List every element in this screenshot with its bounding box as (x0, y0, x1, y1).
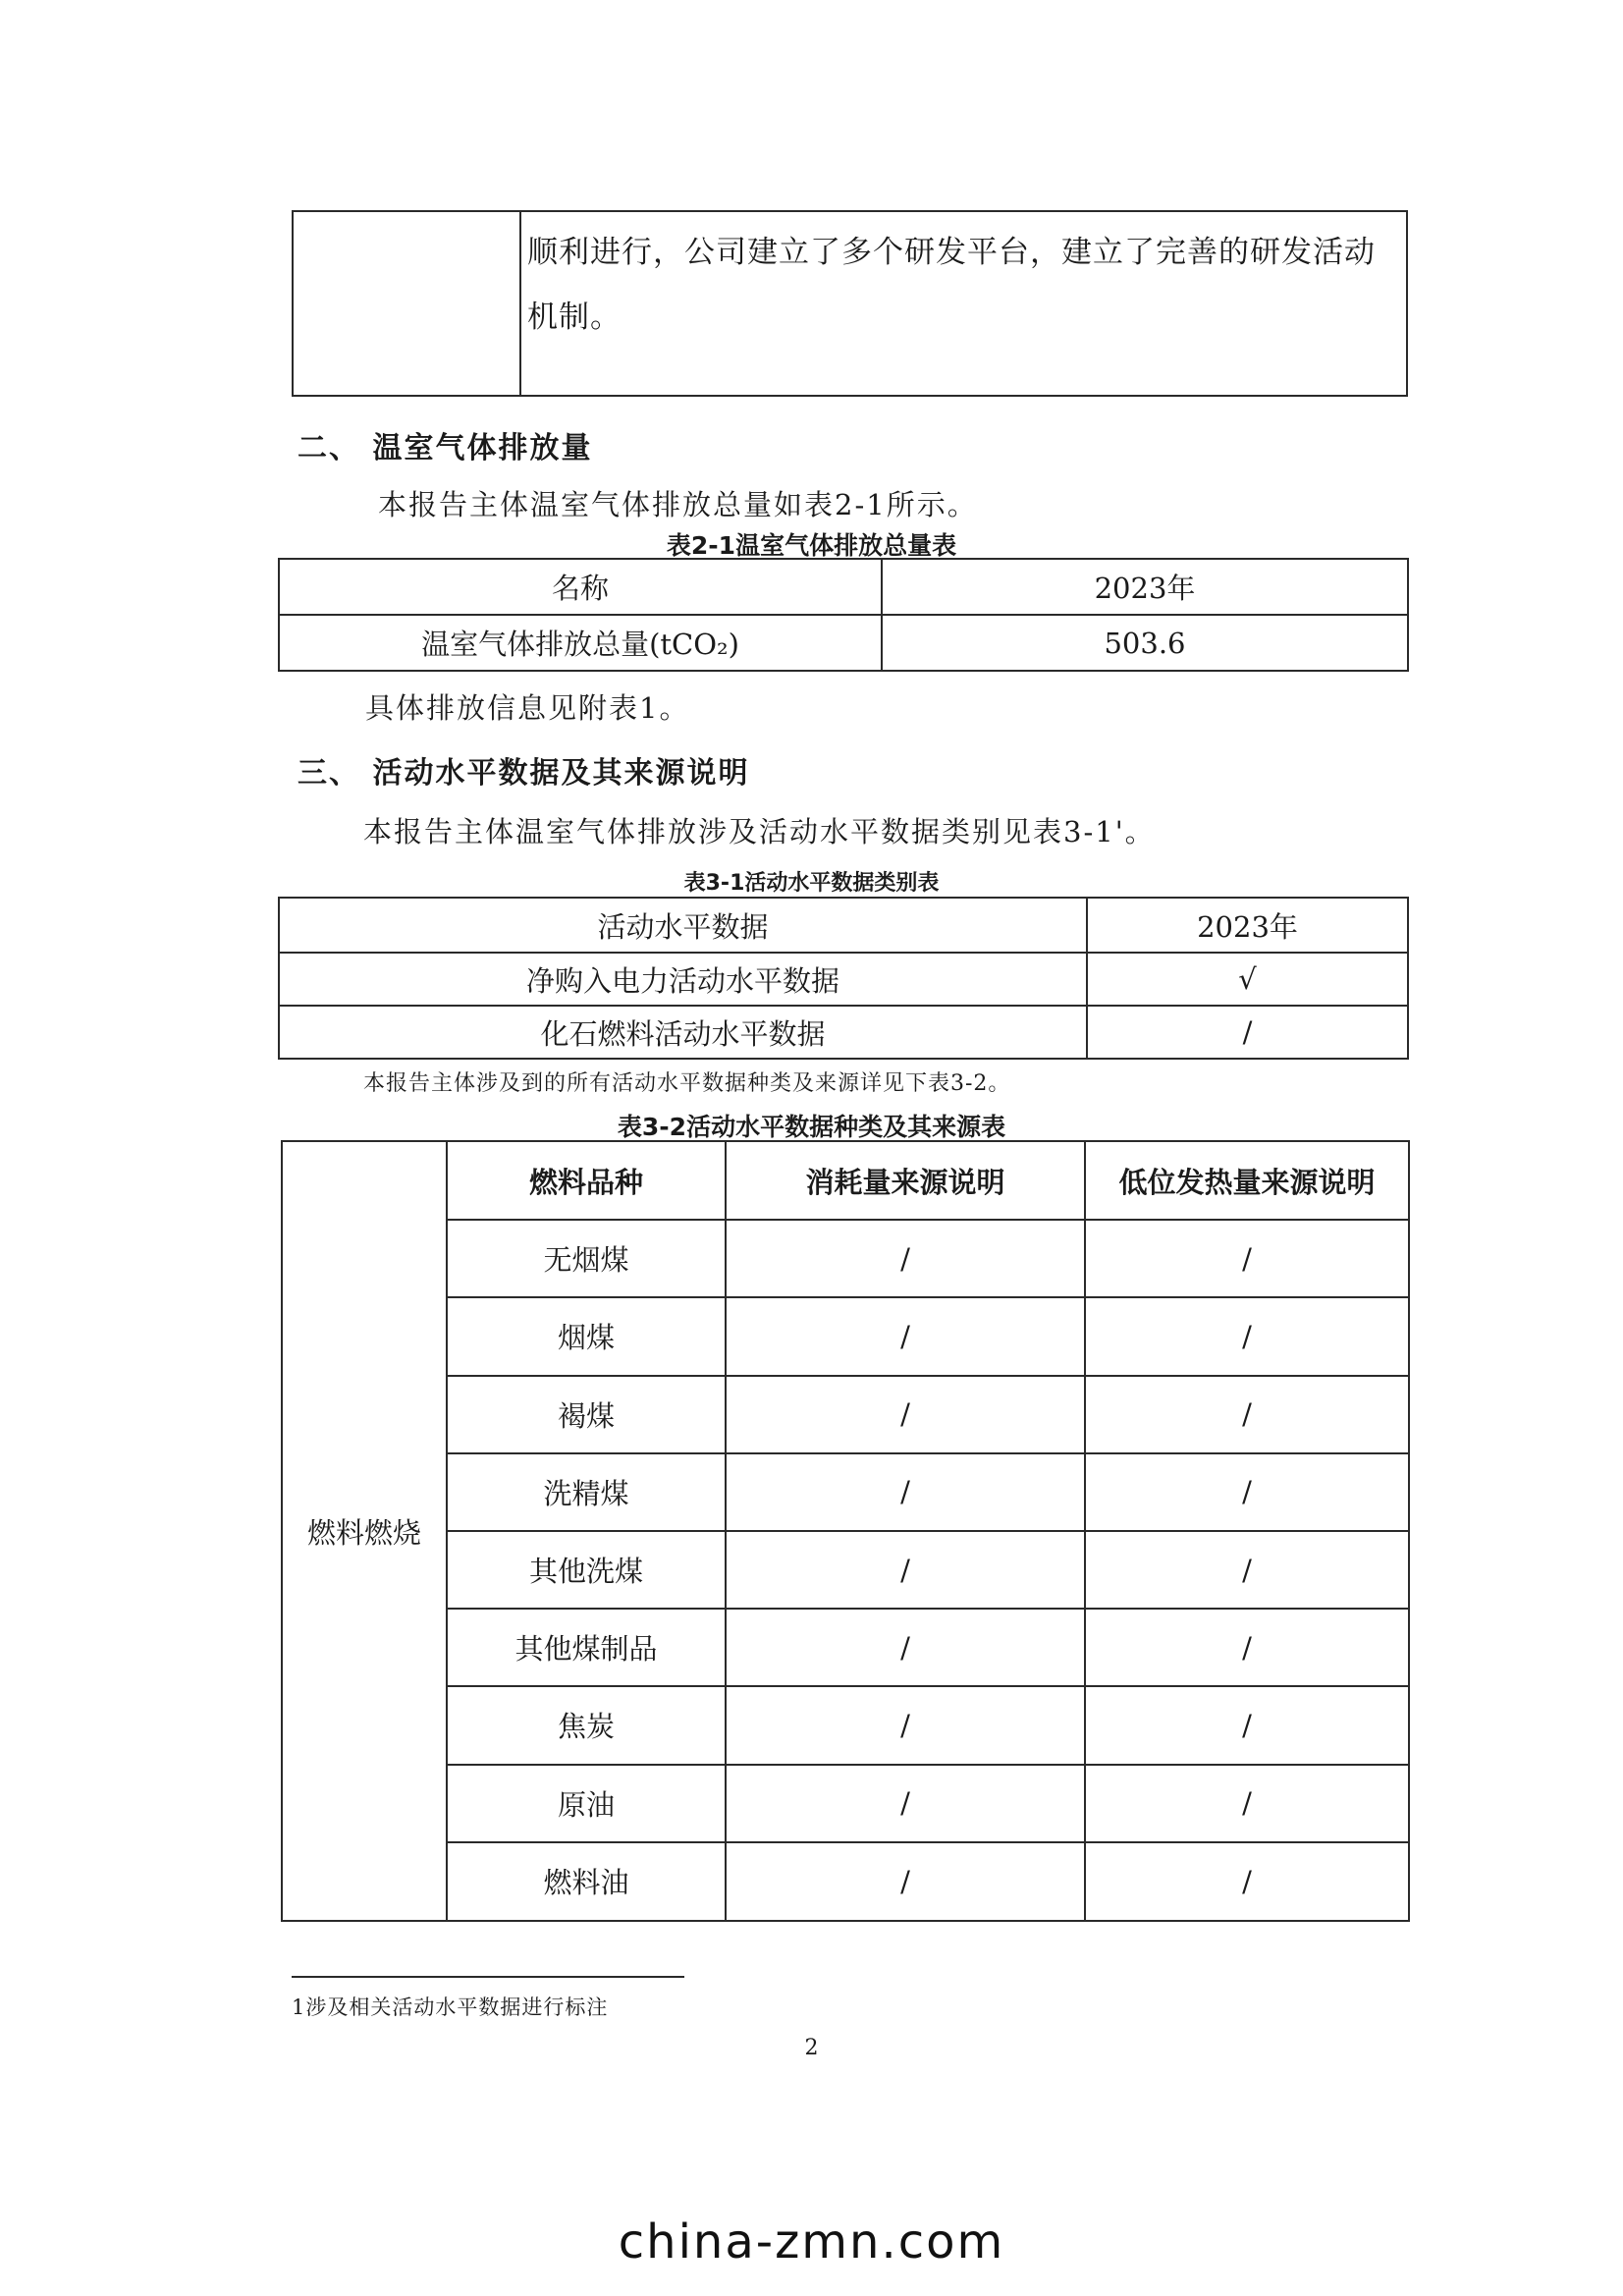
consumption-source-cell: / (726, 1531, 1085, 1609)
consumption-source-cell: / (726, 1686, 1085, 1764)
table-3-2-intro: 本报告主体涉及到的所有活动水平数据种类及来源详见下表3-2。 (363, 1071, 1011, 1096)
table-cell: 净购入电力活动水平数据 (279, 953, 1087, 1006)
fuel-type-cell: 无烟煤 (447, 1220, 726, 1297)
section2-heading: 二、 温室气体排放量 (298, 431, 593, 465)
fuel-type-cell: 其他煤制品 (447, 1609, 726, 1686)
table-row (282, 1297, 1409, 1375)
table-row (282, 1842, 1409, 1921)
table-cell: 503.6 (882, 615, 1408, 671)
table-3-2 (281, 1140, 1410, 1922)
table-row (282, 1376, 1409, 1453)
heat-value-source-cell: / (1085, 1376, 1409, 1453)
continuation-text-cell (520, 211, 1407, 396)
watermark: china-zmn.com (618, 2214, 1005, 2269)
consumption-source-cell: / (726, 1376, 1085, 1453)
fuel-combustion-group-cell: 燃料燃烧 (282, 1141, 447, 1921)
consumption-source-cell: / (726, 1609, 1085, 1686)
table-cell: 化石燃料活动水平数据 (279, 1006, 1087, 1059)
table-2-1-caption: 表2-1温室气体排放总量表 (666, 531, 957, 560)
heat-value-source-cell: / (1085, 1842, 1409, 1921)
table-3-2-caption: 表3-2活动水平数据种类及其来源表 (617, 1113, 1006, 1141)
fuel-type-cell: 焦炭 (447, 1686, 726, 1764)
table-header-cell: 活动水平数据 (279, 898, 1087, 953)
table-3-1-caption: 表3-1活动水平数据类别表 (683, 871, 940, 896)
heat-value-source-cell: / (1085, 1531, 1409, 1609)
heat-value-source-cell: / (1085, 1686, 1409, 1764)
section3-heading: 三、 活动水平数据及其来源说明 (298, 756, 750, 791)
section3-intro: 本报告主体温室气体排放涉及活动水平数据类别见表3-1'。 (363, 815, 1156, 848)
table-3-1 (278, 897, 1409, 1060)
table-header-cell: 名称 (279, 559, 882, 615)
table-row (282, 1765, 1409, 1842)
fuel-type-cell: 燃料油 (447, 1842, 726, 1921)
table-header-cell: 低位发热量来源说明 (1085, 1141, 1409, 1220)
table-row (282, 1609, 1409, 1686)
footnote: 1涉及相关活动水平数据进行标注 (292, 1995, 609, 2019)
table-header-cell: 消耗量来源说明 (726, 1141, 1085, 1220)
table-header-cell: 2023年 (1087, 898, 1408, 953)
consumption-source-cell: / (726, 1842, 1085, 1921)
fuel-type-cell: 其他洗煤 (447, 1531, 726, 1609)
table-row (282, 1220, 1409, 1297)
fuel-type-cell: 洗精煤 (447, 1453, 726, 1531)
table-header-cell: 燃料品种 (447, 1141, 726, 1220)
fuel-type-cell: 褐煤 (447, 1376, 726, 1453)
continuation-label-cell (293, 211, 520, 396)
section2-note: 具体排放信息见附表1。 (365, 691, 690, 725)
table-row (282, 1531, 1409, 1609)
heat-value-source-cell: / (1085, 1220, 1409, 1297)
section2-intro: 本报告主体温室气体排放总量如表2-1所示。 (378, 488, 978, 521)
consumption-source-cell: / (726, 1453, 1085, 1531)
heat-value-source-cell: / (1085, 1765, 1409, 1842)
table-header-cell: 2023年 (882, 559, 1408, 615)
table-cell: √ (1087, 953, 1408, 1006)
consumption-source-cell: / (726, 1765, 1085, 1842)
fuel-type-cell: 原油 (447, 1765, 726, 1842)
page-number: 2 (804, 2036, 819, 2060)
table-cell: 温室气体排放总量(tCO₂) (279, 615, 882, 671)
table-row (282, 1686, 1409, 1764)
consumption-source-cell: / (726, 1220, 1085, 1297)
continuation-table (292, 210, 1408, 397)
table-row (282, 1453, 1409, 1531)
table-cell: / (1087, 1006, 1408, 1059)
table-header-row (279, 898, 1408, 953)
table-row (279, 953, 1408, 1006)
heat-value-source-cell: / (1085, 1453, 1409, 1531)
table-row (279, 1006, 1408, 1059)
table-header-row (282, 1141, 1409, 1220)
continuation-text: 顺利进行，公司建立了多个研发平台，建立了完善的研发活动机制。 (527, 235, 1376, 335)
consumption-source-cell: / (726, 1297, 1085, 1375)
footnote-divider (292, 1976, 684, 1978)
fuel-type-cell: 烟煤 (447, 1297, 726, 1375)
table-2-1 (278, 558, 1409, 672)
table-header-row (279, 559, 1408, 615)
heat-value-source-cell: / (1085, 1609, 1409, 1686)
heat-value-source-cell: / (1085, 1297, 1409, 1375)
table-row (279, 615, 1408, 671)
